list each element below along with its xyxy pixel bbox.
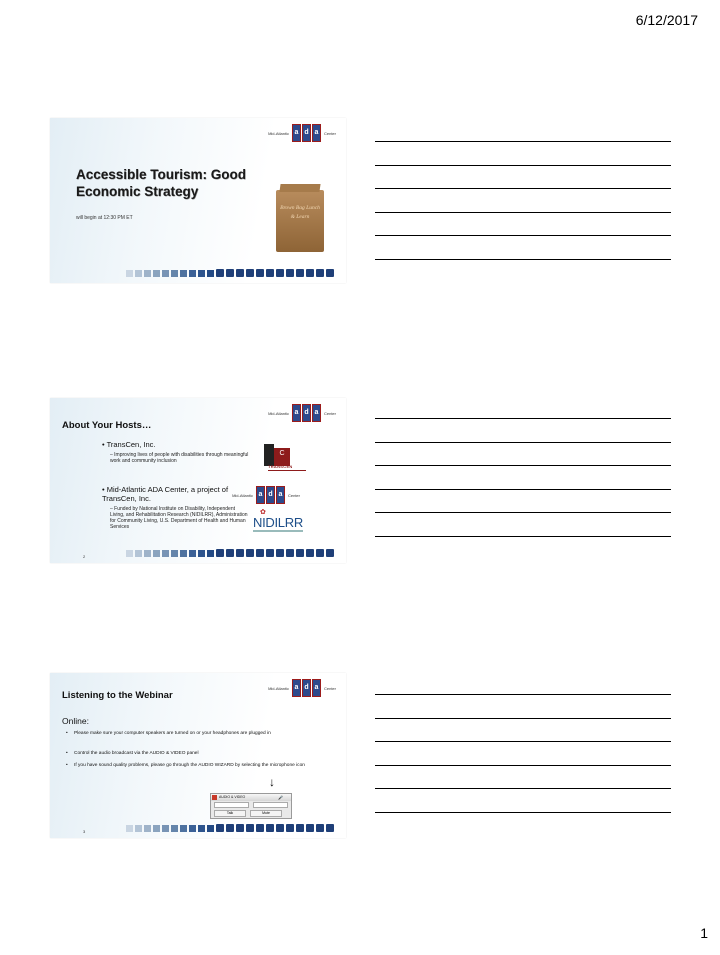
- footer-color-square: [126, 550, 133, 557]
- bullet-audio-wizard: • If you have sound quality problems, please go through the AUDIO WIZARD by selecting the microphone icon: [74, 762, 344, 770]
- slide-3: [50, 673, 346, 838]
- slide-2: [50, 398, 346, 563]
- footer-color-square: [162, 270, 169, 277]
- slide-title: Listening to the Webinar: [62, 690, 173, 701]
- footer-color-square: [171, 550, 178, 557]
- footer-color-square: [153, 270, 160, 277]
- notes-line: [375, 812, 671, 813]
- accessibility-icon: [256, 269, 264, 277]
- accessibility-icon: [326, 824, 334, 832]
- accessibility-icon: [266, 269, 274, 277]
- bullet-transcen-sub: – Improving lives of people with disabilities through meaningful work and community inclusion: [110, 452, 249, 464]
- footer-color-square: [135, 825, 142, 832]
- accessibility-icon: [296, 269, 304, 277]
- slide-title: Accessible Tourism: Good Economic Strategy: [76, 167, 247, 199]
- footer-color-square: [171, 270, 178, 277]
- slide-number: 3: [83, 829, 86, 834]
- slide-1: [50, 118, 346, 283]
- accessibility-icon: [286, 549, 294, 557]
- footer-color-square: [207, 550, 214, 557]
- footer-color-square: [207, 270, 214, 277]
- notes-line: [375, 418, 671, 419]
- slide-subtitle: will begin at 12:30 PM ET: [76, 215, 133, 221]
- notes-line: [375, 212, 671, 213]
- accessibility-icon: [296, 549, 304, 557]
- footer-color-square: [171, 825, 178, 832]
- arrow-down-icon: ↓: [269, 775, 275, 789]
- accessibility-icon: [306, 549, 314, 557]
- audio-video-panel-screenshot: AUDIO & VIDEO 🎤 Talk Mute: [210, 793, 292, 819]
- footer-color-square: [144, 270, 151, 277]
- footer-icon-strip: [126, 824, 334, 832]
- accessibility-icon: [266, 549, 274, 557]
- accessibility-icon: [276, 549, 284, 557]
- accessibility-icon: [256, 824, 264, 832]
- footer-color-square: [180, 825, 187, 832]
- accessibility-icon: [286, 824, 294, 832]
- notes-line: [375, 165, 671, 166]
- footer-color-square: [189, 825, 196, 832]
- footer-color-square: [153, 825, 160, 832]
- slide-number: 2: [83, 554, 86, 559]
- notes-line: [375, 141, 671, 142]
- accessibility-icon: [316, 824, 324, 832]
- notes-line: [375, 512, 671, 513]
- notes-line: [375, 489, 671, 490]
- bullet-speakers: • Please make sure your computer speakers are turned on or your headphones are plugged in: [74, 730, 344, 738]
- notes-line: [375, 259, 671, 260]
- accessibility-icon: [256, 549, 264, 557]
- footer-icon-strip: [126, 549, 334, 557]
- footer-color-square: [144, 550, 151, 557]
- footer-color-square: [135, 550, 142, 557]
- accessibility-icon: [276, 824, 284, 832]
- footer-color-square: [198, 270, 205, 277]
- accessibility-icon: [266, 824, 274, 832]
- notes-line: [375, 235, 671, 236]
- footer-color-square: [207, 825, 214, 832]
- notes-line: [375, 788, 671, 789]
- mid-atlantic-ada-logo: Mid-Atlantic a d a Center: [268, 404, 336, 422]
- notes-line: [375, 442, 671, 443]
- accessibility-icon: [216, 824, 224, 832]
- bullet-ada-center: • Mid-Atlantic ADA Center, a project of TransCen, Inc.: [102, 485, 229, 503]
- accessibility-icon: [326, 549, 334, 557]
- footer-icon-strip: [126, 269, 334, 277]
- accessibility-icon: [216, 269, 224, 277]
- accessibility-icon: [226, 549, 234, 557]
- page-date: 6/12/2017: [635, 12, 698, 28]
- accessibility-icon: [236, 269, 244, 277]
- footer-color-square: [153, 550, 160, 557]
- transcen-logo: C TRANSCEN: [258, 444, 306, 472]
- footer-color-square: [198, 550, 205, 557]
- footer-color-square: [180, 270, 187, 277]
- accessibility-icon: [226, 269, 234, 277]
- mid-atlantic-ada-logo: Mid-Atlantic a d a Center: [268, 124, 336, 142]
- notes-line: [375, 694, 671, 695]
- footer-color-square: [144, 825, 151, 832]
- accessibility-icon: [276, 269, 284, 277]
- notes-line: [375, 741, 671, 742]
- bullet-audio-panel: • Control the audio broadcast via the AUDIO & VIDEO panel: [74, 750, 344, 758]
- accessibility-icon: [246, 824, 254, 832]
- accessibility-icon: [216, 549, 224, 557]
- brown-bag-image: Brown Bag Lunch & Learn: [276, 190, 324, 252]
- footer-color-square: [198, 825, 205, 832]
- footer-color-square: [135, 270, 142, 277]
- bullet-ada-center-sub: – Funded by National Institute on Disability, Independent Living, and Rehabilitation Research (NIDILRR), Administration for Community Living, U.S. Department of Health and Human Services: [110, 506, 248, 530]
- nidilrr-logo: ✿ NIDILRR: [253, 509, 303, 530]
- accessibility-icon: [246, 269, 254, 277]
- mute-button: Mute: [250, 810, 282, 817]
- footer-color-square: [162, 825, 169, 832]
- section-label: Online:: [62, 716, 89, 726]
- accessibility-icon: [286, 269, 294, 277]
- microphone-icon: 🎤: [278, 795, 283, 800]
- accessibility-icon: [296, 824, 304, 832]
- mid-atlantic-ada-logo: Mid-Atlantic a d a Center: [268, 679, 336, 697]
- footer-color-square: [162, 550, 169, 557]
- accessibility-icon: [226, 824, 234, 832]
- talk-button: Talk: [214, 810, 246, 817]
- accessibility-icon: [236, 824, 244, 832]
- footer-color-square: [189, 550, 196, 557]
- mid-atlantic-ada-logo-inline: Mid-Atlantic a d a Center: [232, 486, 300, 504]
- notes-line: [375, 765, 671, 766]
- accessibility-icon: [316, 549, 324, 557]
- page-number: 1: [700, 925, 708, 941]
- footer-color-square: [126, 825, 133, 832]
- footer-color-square: [189, 270, 196, 277]
- accessibility-icon: [316, 269, 324, 277]
- footer-color-square: [180, 550, 187, 557]
- notes-line: [375, 465, 671, 466]
- notes-line: [375, 536, 671, 537]
- accessibility-icon: [246, 549, 254, 557]
- accessibility-icon: [236, 549, 244, 557]
- accessibility-icon: [306, 824, 314, 832]
- bullet-transcen: • TransCen, Inc.: [102, 440, 156, 449]
- accessibility-icon: [306, 269, 314, 277]
- accessibility-icon: [326, 269, 334, 277]
- notes-line: [375, 718, 671, 719]
- notes-line: [375, 188, 671, 189]
- slide-title: About Your Hosts…: [62, 420, 152, 431]
- footer-color-square: [126, 270, 133, 277]
